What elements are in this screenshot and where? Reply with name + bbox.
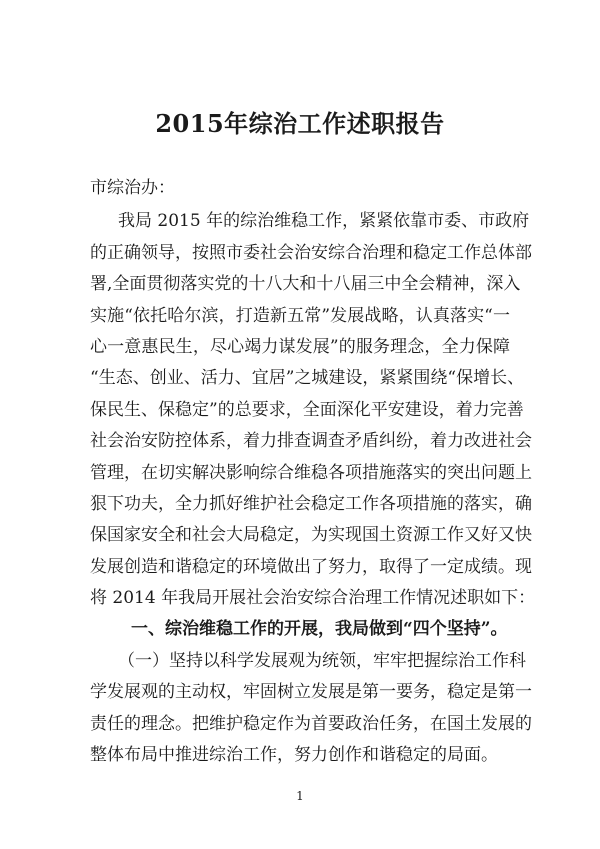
paragraph-line: 保国家安全和社会大局稳定，为实现国土资源工作又好又快 xyxy=(90,525,532,545)
paragraph-line: 责任的理念。把维护稳定作为首要政治任务，在国土发展的 xyxy=(90,714,532,734)
paragraph-line: 署,全面贯彻落实党的十八大和十八届三中全会精神，深入 xyxy=(90,274,521,294)
paragraph-line: 保民生、保稳定”的总要求，全面深化平安建设，着力完善 xyxy=(90,400,524,420)
salutation: 市综治办： xyxy=(90,178,175,198)
section-heading: 一、综治维稳工作的开展，我局做到“四个坚持”。 xyxy=(131,619,508,639)
paragraph-line: 的正确领导，按照市委社会治安综合治理和稳定工作总体部 xyxy=(90,243,532,263)
paragraph-line: 整体布局中推进综治工作，努力创作和谐稳定的局面。 xyxy=(90,745,498,765)
paragraph-line: 将 2014 年我局开展社会治安综合治理工作情况述职如下： xyxy=(90,588,536,608)
paragraph-line: 我局 2015 年的综治维稳工作，紧紧依靠市委、市政府 xyxy=(118,211,530,231)
paragraph-line: 社会治安防控体系，着力排查调查矛盾纠纷，着力改进社会 xyxy=(90,431,532,451)
paragraph-line: 发展创造和谐稳定的环境做出了努力，取得了一定成绩。现 xyxy=(90,557,532,577)
paragraph-line: 实施“依托哈尔滨，打造新五常”发展战略，认真落实“一 xyxy=(90,306,510,326)
paragraph-line: “生态、创业、活力、宜居”之城建设，紧紧围绕“保增长、 xyxy=(90,368,525,388)
document-title: 2015年综治工作述职报告 xyxy=(155,109,445,138)
paragraph-line: 狠下功夫，全力抓好维护社会稳定工作各项措施的落实，确 xyxy=(90,494,532,514)
page-number: 1 xyxy=(296,789,304,803)
paragraph-line: 管理，在切实解决影响综合维稳各项措施落实的突出问题上 xyxy=(90,463,532,483)
paragraph-line: 心一意惠民生，尽心竭力谋发展”的服务理念，全力保障 xyxy=(90,337,510,357)
paragraph-line: （一）坚持以科学发展观为统领，牢牢把握综治工作科 xyxy=(118,651,526,671)
paragraph-line: 学发展观的主动权，牢固树立发展是第一要务，稳定是第一 xyxy=(90,682,532,702)
